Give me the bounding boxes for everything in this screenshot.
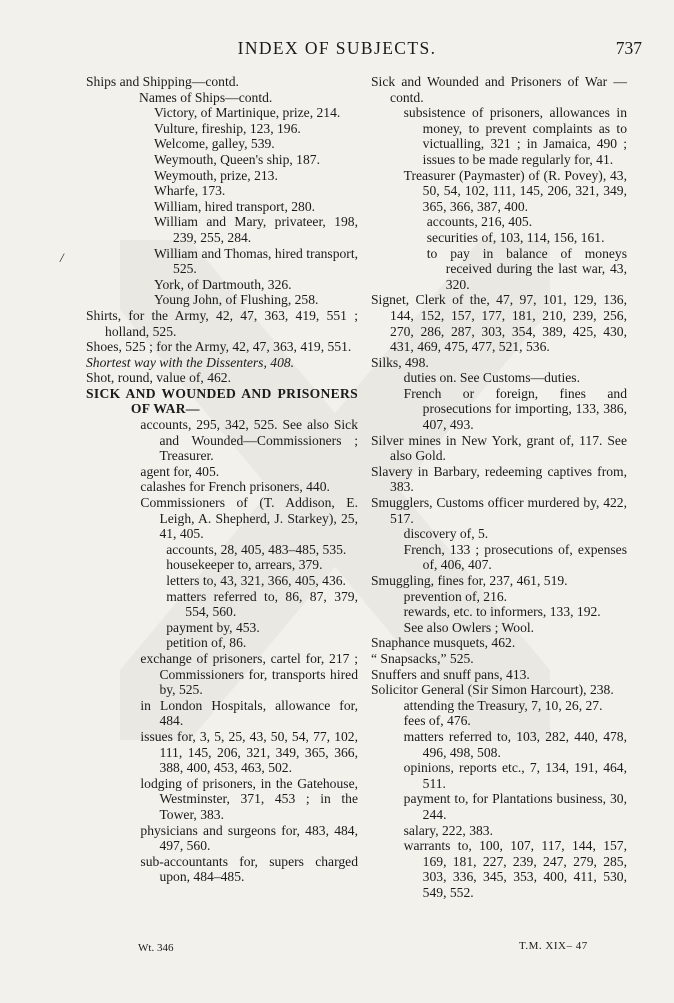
index-entry: French, 133 ; prosecutions of, expenses of, 406, 407.: [403, 541, 627, 573]
index-entry: securities of, 103, 114, 156, 161.: [426, 229, 605, 245]
index-entry: agent for, 405.: [140, 463, 220, 479]
index-entry: accounts, 28, 405, 483–485, 535.: [166, 541, 347, 557]
index-entry: York, of Dartmouth, 326.: [154, 276, 292, 292]
index-entry: Commissioners of (T. Addison, E. Leigh, A. Shepherd, J. Starkey), 25, 41, 405.: [140, 495, 358, 542]
index-entry: issues for, 3, 5, 25, 43, 50, 54, 77, 102, 111, 145, 206, 321, 349, 365, 366, 388, 400, 453, 463, 502.: [140, 728, 358, 776]
index-entry: Names of Ships—contd.: [139, 89, 273, 105]
index-entry: letters to, 43, 321, 366, 405, 436.: [166, 573, 346, 588]
index-entry: exchange of prisoners, cartel for, 217 ; Commissioners for, transports hired by, 525.: [140, 650, 358, 698]
index-entry: salary, 222, 383.: [403, 822, 493, 838]
index-entry: Shot, round, value of, 462.: [86, 370, 231, 386]
index-entry: accounts, 216, 405.: [426, 214, 533, 230]
index-entry: Weymouth, Queen's ship, 187.: [154, 151, 320, 167]
index-entry: payment to, for Plantations business, 30, 244.: [403, 791, 627, 822]
index-entry: payment by, 453.: [166, 619, 260, 635]
index-entry: Treasurer (Paymaster) of (R. Povey), 43, 50, 54, 102, 111, 145, 206, 321, 349, 365, 366, 387, 400.: [403, 167, 627, 214]
index-entry: Welcome, galley, 539.: [154, 136, 275, 152]
index-entry: Signet, Clerk of the, 47, 97, 101, 129, 136, 144, 152, 157, 177, 181, 210, 239, 256, 270, 286, 287, 303, 354, 389, 425, 430, 431, 469, 475, 477, 521, 536.: [371, 292, 627, 355]
margin-mark: /: [60, 250, 64, 265]
index-entry: petition of, 86.: [166, 635, 247, 651]
index-entry: calashes for French prisoners, 440.: [140, 479, 330, 495]
index-entry: Young John, of Flushing, 258.: [154, 292, 319, 308]
index-entry: prevention of, 216.: [403, 588, 508, 604]
index-entry: lodging of prisoners, in the Gatehouse, Westminster, 371, 453 ; in the Tower, 383.: [140, 775, 358, 822]
index-entry: housekeeper to, arrears, 379.: [166, 557, 323, 573]
index-entry: attending the Treasury, 7, 10, 26, 27.: [403, 697, 603, 713]
index-entry: Ships and Shipping—contd.: [86, 74, 239, 89]
index-entry: French or foreign, fines and prosecutions for importing, 133, 386, 407, 493.: [403, 385, 627, 433]
page-header-title: INDEX OF SUBJECTS.: [237, 38, 437, 58]
index-entry: Shortest way with the Dissenters, 408.: [86, 354, 295, 370]
index-entry: physicians and surgeons for, 483, 484, 497, 560.: [140, 822, 358, 854]
index-entry: Smuggling, fines for, 237, 461, 519.: [371, 573, 568, 588]
index-entry: warrants to, 100, 107, 117, 144, 157, 169, 181, 227, 239, 247, 279, 285, 303, 336, 345, 353, 400, 411, 530, 549, 552.: [403, 838, 627, 900]
index-entry: William, hired transport, 280.: [154, 198, 316, 214]
index-entry: Solicitor General (Sir Simon Harcourt), 238.: [371, 682, 614, 698]
index-entry: matters referred to, 103, 282, 440, 478, 496, 498, 508.: [403, 728, 627, 760]
index-entry: Shirts, for the Army, 42, 47, 363, 419, 551 ; holland, 525.: [86, 307, 358, 339]
index-entry: Smugglers, Customs officer murdered by, 422, 517.: [371, 495, 627, 526]
index-entry: accounts, 295, 342, 525. See also Sick and Wounded—Commissioners ; Treasurer.: [140, 417, 358, 464]
index-entry: Slavery in Barbary, redeeming captives from, 383.: [371, 463, 627, 495]
page-number: 737: [615, 38, 642, 58]
index-entry: Silver mines in New York, grant of, 117. See also Gold.: [371, 432, 627, 464]
index-entry: discovery of, 5.: [403, 526, 489, 542]
index-entry: “ Snapsacks,” 525.: [371, 650, 474, 666]
index-entry: in London Hospitals, allowance for, 484.: [140, 697, 358, 729]
index-entry: Snuffers and snuff pans, 413.: [371, 666, 530, 682]
index-entry: William and Mary, privateer, 198, 239, 255, 284.: [154, 214, 358, 245]
index-entry: duties on. See Customs—duties.: [403, 370, 580, 386]
index-entry: Victory, of Martinique, prize, 214.: [154, 105, 341, 121]
index-entry: Wharfe, 173.: [154, 183, 226, 199]
footer-signature: T.M. XIX– 47: [519, 940, 588, 952]
index-entry: rewards, etc. to informers, 133, 192.: [403, 604, 601, 620]
index-entry: Silks, 498.: [371, 354, 429, 370]
index-entry: Vulture, fireship, 123, 196.: [154, 120, 301, 136]
index-entry: Shoes, 525 ; for the Army, 42, 47, 363, 419, 551.: [86, 339, 352, 355]
index-entry: sub-accountants for, supers charged upon, 484–485.: [140, 853, 358, 885]
index-entry: to pay in balance of moneys received during the last war, 43, 320.: [426, 245, 627, 292]
index-entry: subsistence of prisoners, allowances in money, to prevent complaints as to victualling, 321 ; in Jamaica, 490 ; issues to be made regularly for, 41.: [403, 105, 627, 167]
index-entry: opinions, reports etc., 7, 134, 191, 464, 511.: [403, 760, 627, 791]
index-entry: fees of, 476.: [403, 713, 471, 729]
index-entry: SICK AND WOUNDED AND PRISONERS OF WAR—: [86, 385, 358, 417]
index-column-left: [86, 74, 358, 885]
index-entry: matters referred to, 86, 87, 379, 554, 560.: [166, 588, 358, 620]
index-entry: Sick and Wounded and Prisoners of War —contd.: [371, 74, 627, 105]
index-column-right: [371, 74, 627, 900]
index-entry: Weymouth, prize, 213.: [154, 167, 278, 183]
footer-print-mark: Wt. 346: [138, 942, 174, 954]
index-entry: See also Owlers ; Wool.: [403, 619, 535, 635]
index-entry: William and Thomas, hired transport, 525.: [154, 245, 358, 277]
index-entry: Snaphance musquets, 462.: [371, 635, 516, 651]
